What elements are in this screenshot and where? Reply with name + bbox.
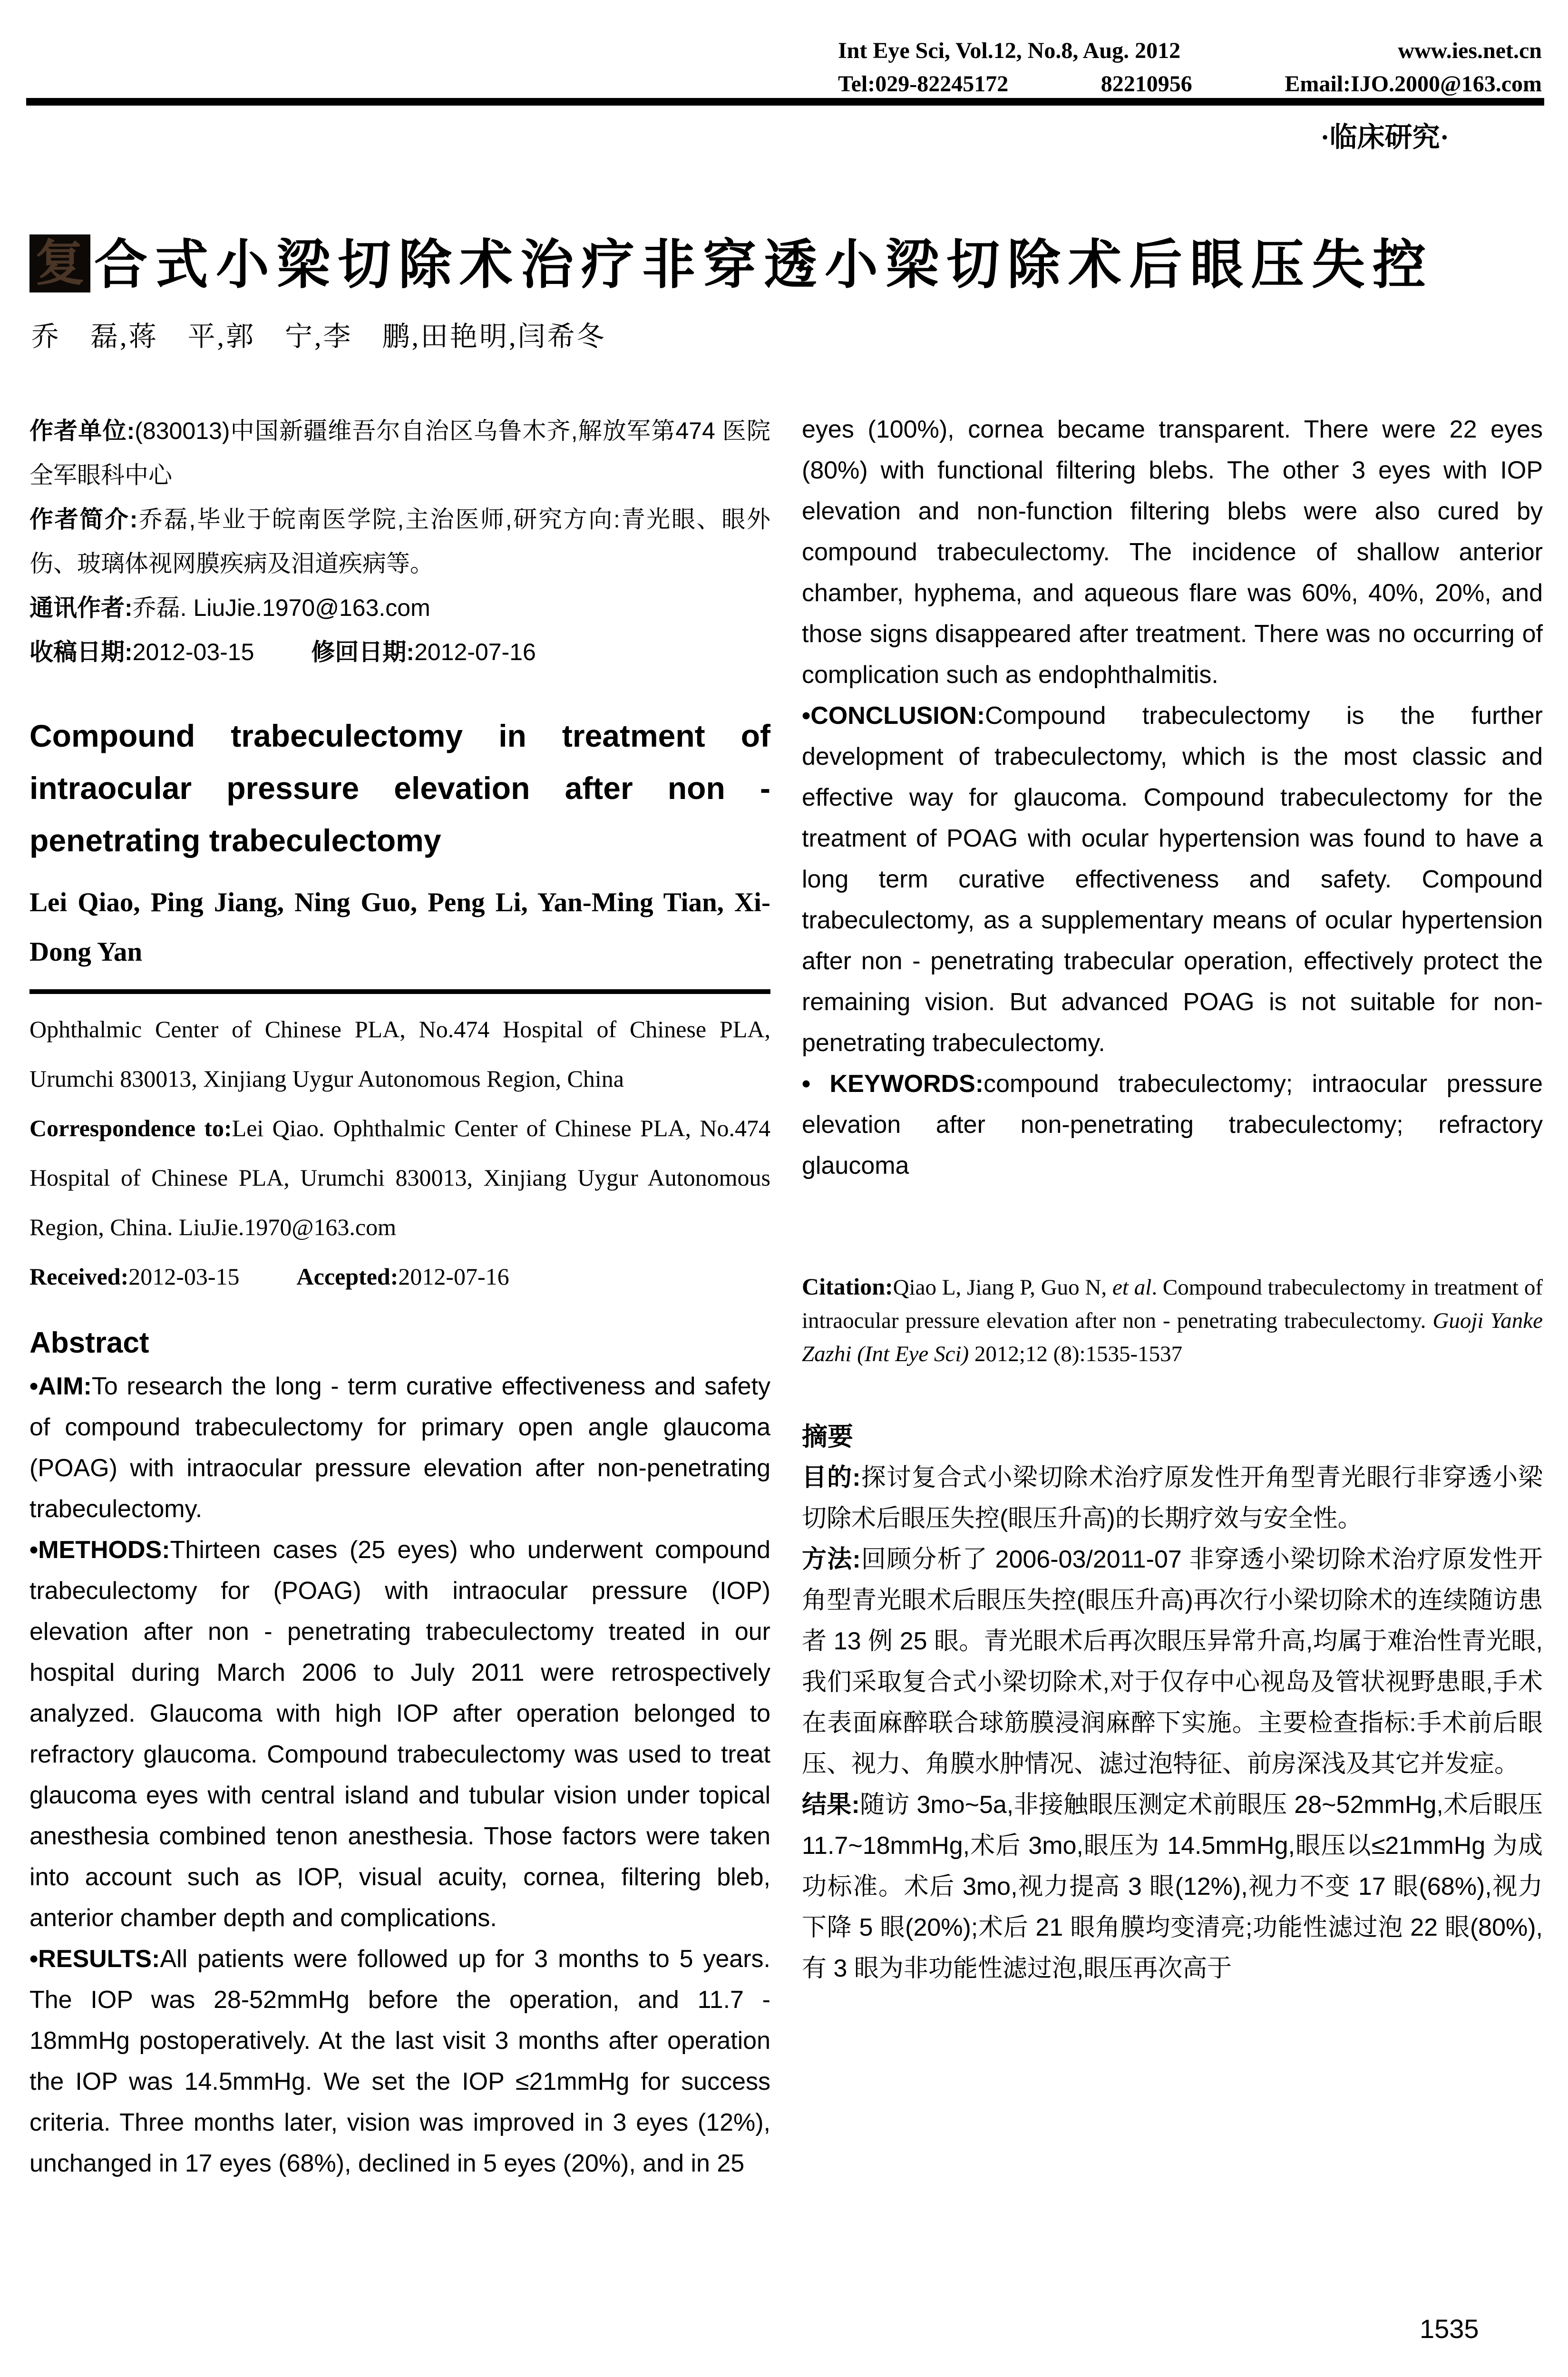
masthead-line-2 (838, 68, 1542, 101)
section-label: ·临床研究· (1320, 122, 1449, 153)
author-bio (29, 497, 770, 586)
article-title-en: Compound trabeculectomy in treatment of intraocular pressure elevation after non - penetrating trabeculectomy (29, 718, 770, 858)
abstract-conclusion-label: •CONCLUSION: (802, 702, 985, 730)
author-info-block (29, 409, 770, 674)
affiliation-en: Ophthalmic Center of Chinese PLA, No.474 Hospital of Chinese PLA, Urumchi 830013, Xinjiang Uygur Autonomous Region, China (29, 1016, 770, 1092)
title-drop-cap: 复 (29, 234, 90, 292)
author-bio-text: 乔磊,毕业于皖南医学院,主治医师,研究方向:青光眼、眼外伤、玻璃体视网膜疾病及泪道疾病等。 (29, 506, 770, 577)
abstract-aim-label: •AIM: (29, 1373, 92, 1400)
abstract-results (29, 1939, 770, 2184)
citation-authors: Qiao L, Jiang P, Guo N, (893, 1275, 1112, 1300)
affiliation-en-block (29, 1004, 770, 1301)
abstract-cn-aim-label: 目的: (802, 1464, 861, 1491)
abstract-cn-results-text: 随访 3mo~5a,非接触眼压测定术前眼压 28~52mmHg,术后眼压 11.7~18mmHg,术后 3mo,眼压为 14.5mmHg,眼压以≤21mmHg 为成功标准。术后 3mo,视力提高 3 眼(12%),视力不变 17 眼(68%),视力下降 5 眼(20%);术后 21 眼角膜均变清亮;功能性滤过泡 22 眼(80%),有 3 眼为非功能性滤过泡,眼压再次高于 (802, 1791, 1543, 1982)
correspondence-en (29, 1103, 770, 1252)
dates-cn (29, 630, 770, 674)
revised-cn-label: 修回日期: (311, 639, 415, 665)
masthead (838, 34, 1542, 101)
received-en-date: 2012-03-15 (128, 1263, 240, 1290)
abstract-cn-aim-text: 探讨复合式小梁切除术治疗原发性开角型青光眼行非穿透小梁切除术后眼压失控(眼压升高)的长期疗效与安全性。 (802, 1464, 1543, 1532)
abstract-results-continued: eyes (100%), cornea became transparent. There were 22 eyes (80%) with functional filtering blebs. The other 3 eyes with IOP elevation and non-function filtering blebs were also cured by compound trabeculectomy. The incidence of shallow anterior chamber, hyphema, and aqueous flare was 60%, 40%, 20%, and those signs disappeared after treatment. There was no occurring of complication such as endophthalmitis. (802, 416, 1543, 689)
citation-volume: 2012;12 (8):1535-1537 (969, 1342, 1183, 1366)
abstract-results-label: •RESULTS: (29, 1945, 160, 1973)
abstract-conclusion-text: Compound trabeculectomy is the further development of trabeculectomy, which is the most classic and effective way for glaucoma. Compound trabeculectomy for the treatment of POAG with ocular hypertension was found to have a long term curative effectiveness and safety. Compound trabeculectomy, as a supplementary means of ocular hypertension after non - penetrating trabecular operation, effectively protect the remaining vision. But advanced POAG is not suitable for non-penetrating trabeculectomy. (802, 702, 1543, 1057)
authors-cn: 乔 磊,蒋 平,郭 宁,李 鹏,田艳明,闫希冬 (31, 321, 606, 352)
abstract-methods-label: •METHODS: (29, 1536, 170, 1564)
abstract-cn-results (802, 1784, 1543, 1989)
abstract-cn-aim (802, 1457, 1543, 1539)
abstract-continued-block (802, 409, 1543, 1186)
accepted-en-date: 2012-07-16 (398, 1263, 509, 1290)
corresponding-cn-text: 乔磊. LiuJie.1970@163.com (132, 594, 430, 621)
received-cn-date: 2012-03-15 (132, 639, 254, 665)
authors-en: Lei Qiao, Ping Jiang, Ning Guo, Peng Li, Yan-Ming Tian, Xi-Dong Yan (29, 887, 770, 967)
accepted-en-label: Accepted: (296, 1263, 399, 1290)
abstract-methods-text: Thirteen cases (25 eyes) who underwent compound trabeculectomy for (POAG) with intraocular pressure (IOP) elevation after non - penetrating trabeculectomy treated in our hospital during March 2006 to July 2011 were retrospectively analyzed. Glaucoma with high IOP after operation belonged to refractory glaucoma. Compound trabeculectomy was used to treat glaucoma eyes with central island and tubular vision under topical anesthesia combined tenon anesthesia. Those factors were taken into account such as IOP, visual acuity, cornea, filtering bleb, anterior chamber depth and complications. (29, 1536, 770, 1932)
abstract-cn-methods-text: 回顾分析了 2006-03/2011-07 非穿透小梁切除术治疗原发性开角型青光眼术后眼压失控(眼压升高)再次行小梁切除术的连续随访患者 13 例 25 眼。青光眼术后再次眼压异常升高,均属于难治性青光眼,我们采取复合式小梁切除术,对于仅存中心视岛及管状视野患眼,手术在表面麻醉联合球筋膜浸润麻醉下实施。主要检查指标:手术前后眼压、视力、角膜水肿情况、滤过泡特征、前房深浅及其它并发症。 (802, 1546, 1543, 1778)
abstract-heading: Abstract (29, 1326, 149, 1359)
abstract-cn-results-label: 结果: (802, 1791, 860, 1819)
citation (802, 1270, 1543, 1371)
masthead-rule (26, 98, 1544, 106)
revised-cn-date: 2012-07-16 (414, 639, 536, 665)
title-cn-text: 合式小梁切除术治疗非穿透小梁切除术后眼压失控 (94, 235, 1433, 295)
corresponding-author-cn (29, 586, 770, 630)
abstract-results-text: All patients were followed up for 3 months to 5 years. The IOP was 28-52mmHg before the operation, and 11.7 - 18mmHg postoperatively. At the last visit 3 months after operation the IOP was 14.5mmHg. We set the IOP ≤21mmHg for success criteria. Three months later, vision was improved in 3 eyes (12%), unchanged in 17 eyes (68%), declined in 5 eyes (20%), and in 25 (29, 1945, 770, 2177)
author-bio-label: 作者简介: (29, 506, 138, 533)
affiliation-cn (29, 409, 770, 497)
journal-email: Email:IJO.2000@163.com (1285, 71, 1542, 97)
abstract-keywords-text: compound trabeculectomy; intraocular pressure elevation after non-penetrating trabeculectomy; refractory glaucoma (802, 1070, 1543, 1179)
page-number: 1535 (1420, 2314, 1479, 2344)
affiliation-cn-label: 作者单位: (29, 418, 135, 444)
right-column (802, 409, 1543, 1989)
abstract-aim (29, 1366, 770, 1529)
citation-journal: Guoji Yanke Zazhi (Int Eye Sci) (802, 1308, 1543, 1366)
journal-tel2: 82210956 (1101, 71, 1192, 97)
abstract-methods (29, 1529, 770, 1939)
abstract-cn-heading: 摘要 (802, 1422, 853, 1451)
left-column (29, 409, 770, 2184)
corresponding-cn-label: 通讯作者: (29, 594, 133, 621)
title-divider-rule (29, 989, 770, 994)
received-cn-label: 收稿日期: (29, 639, 133, 665)
citation-etal: et al (1112, 1275, 1152, 1300)
dates-en (29, 1252, 770, 1301)
correspondence-en-label: Correspondence to: (29, 1115, 232, 1141)
abstract-keywords-label: • KEYWORDS: (802, 1070, 984, 1098)
journal-volume-info: Int Eye Sci, Vol.12, No.8, Aug. 2012 (838, 38, 1181, 63)
received-en-label: Received: (29, 1263, 129, 1290)
abstract-keywords (802, 1063, 1543, 1186)
abstract-block (29, 1366, 770, 2184)
abstract-aim-text: To research the long - term curative effectiveness and safety of compound trabeculectomy for primary open angle glaucoma (POAG) with intraocular pressure elevation after non-penetrating trabeculectomy. (29, 1373, 770, 1523)
citation-title: . Compound trabeculectomy in treatment of intraocular pressure elevation after non - penetrating trabeculectomy. (802, 1275, 1543, 1333)
citation-label: Citation: (802, 1273, 893, 1300)
masthead-line-1 (838, 34, 1542, 68)
abstract-cn-methods (802, 1539, 1543, 1784)
abstract-cn-methods-label: 方法: (802, 1546, 861, 1573)
affiliation-cn-text: (830013)中国新疆维吾尔自治区乌鲁木齐,解放军第474 医院全军眼科中心 (29, 418, 770, 488)
abstract-conclusion (802, 695, 1543, 1063)
article-title-cn (29, 234, 1542, 295)
abstract-cn-block (802, 1457, 1543, 1989)
journal-tel: Tel:029-82245172 (838, 71, 1009, 97)
journal-website: www.ies.net.cn (1398, 38, 1542, 63)
correspondence-en-text: Lei Qiao. Ophthalmic Center of Chinese PLA, No.474 Hospital of Chinese PLA, Urumchi 830013, Xinjiang Uygur Autonomous Region, China. LiuJie.1970@163.com (29, 1115, 770, 1240)
